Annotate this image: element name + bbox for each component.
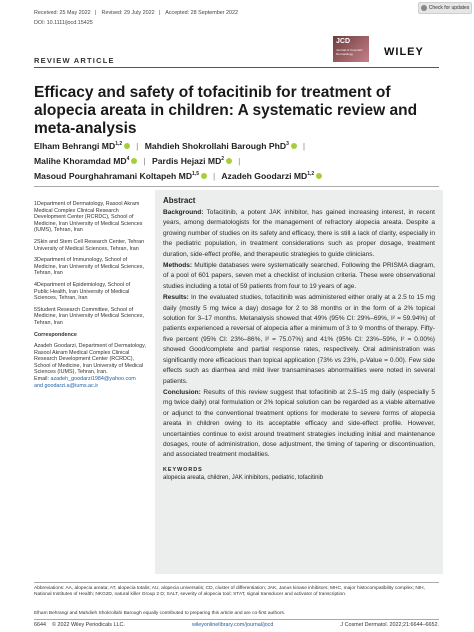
journal-logo: JCD Journal of Cosmetic Dermatology [333, 36, 369, 62]
footnote: Elham Behrangi and Mahdieh Shokrollahi Barough equally contributed to preparing this article and are co-first authors. [34, 611, 286, 616]
abstract-heading: Abstract [163, 196, 196, 205]
affiliation: 3Department of Immunology, School of Medicine, Iran University of Medical Sciences, Tehran, Iran [34, 257, 144, 277]
correspondence-heading: Correspondence [34, 331, 77, 338]
author: Elham Behrangi MD [34, 140, 116, 151]
abbreviations: Abbreviations: AA, alopecia areata; AT, alopecia totalis; AU, alopecia universalis; CD, cluster of differentiation; JAK, Janus kinase inhibitors; MHC, major histocompatibility complex; NIH, National Institutes of Health; NKG2D, natural killer Group 2 D; SALT, severity of alopecia tool; STAT, signal transducer and activator of transcription. [34, 586, 425, 598]
citation: J Cosmet Dermatol. 2022;21:6644–6652. [340, 622, 439, 628]
affiliations [34, 201, 146, 389]
orcid-icon[interactable] [131, 158, 137, 164]
publisher-logo: WILEY [384, 46, 424, 58]
doi: DOI: 10.1111/jocd.15425 [34, 20, 93, 26]
article-title: Efficacy and safety of tofacitinib for treatment of alopecia areata in children: A systematic review and meta-analysis [34, 84, 418, 137]
abstract-methods: Methods: Multiple databases were systematically searched. Following the PRISMA diagram, of a pool of 601 papers, seven met a checklist of inclusion criteria. These were observational studies including a total of 59 patients from four to 19 years of age. [163, 262, 435, 290]
abstract-conclusion: Conclusion: Results of this review suggest that tofacitinib at 2.5–15 mg daily (especially 5 mg twice daily) oral formulation or 2% topical solution can be regarded as a viable alternative or adjunct to the conventional treatment options for moderate to severe forms of alopecia areata in children owing to its acceptable efficacy and side-effect profile. However, uncertainties continue to exist around treatment strategies including initial and maintenance dosages, route of administration, dose adjustment, the timing of tapering or discontinuation, and associated treatment modalities. [163, 388, 435, 459]
authors-divider [34, 186, 439, 187]
author: Mahdieh Shokrollahi Barough PhD [144, 140, 287, 151]
received-date: Received: 25 May 2022 [34, 10, 91, 16]
author: Masoud Pourghahramani Koltapeh MD [34, 170, 193, 181]
orcid-icon[interactable] [291, 143, 297, 149]
page-number: 6644 [34, 622, 46, 628]
footer-divider [34, 619, 439, 620]
abstract-box [155, 190, 443, 574]
article-type: REVIEW ARTICLE [34, 56, 115, 65]
article-dates: Received: 25 May 2022 | Revised: 29 July 2022 | Accepted: 28 September 2022 [34, 10, 239, 16]
affiliation: 5Student Research Committee, School of Medicine, Iran University of Medical Sciences, Tehran, Iran [34, 306, 144, 326]
header-divider [34, 67, 439, 68]
email-label: Email: [34, 376, 49, 383]
keywords: alopecia areata, children, JAK inhibitors, pediatric, tofacitinib [163, 474, 324, 481]
check-updates-button[interactable] [418, 2, 472, 14]
author-list: Elham Behrangi MD$^{1,2}$ | Mahdieh Shokrollahi Barough PhD$^3$ | Malihe Khoramdad $MD^4$ | Pardis Hejazi $MD^2$ | Masoud Pourghahramani Koltapeh MD$^{1,5}$ | Azadeh Goodarzi MD$^{1,2}$ [34, 138, 434, 183]
accepted-date: Accepted: 28 September 2022 [165, 10, 239, 16]
orcid-icon[interactable] [201, 173, 207, 179]
affiliation: 1Department of Dermatology, Rasool Akram Medical Complex Clinical Research Development Center (RCRDC), School of Medicine, Iran University of Medical Sciences (IUMS), Tehran, Iran [34, 201, 143, 234]
abbrev-divider [34, 582, 439, 583]
check-updates-label: Check for updates [428, 5, 470, 11]
correspondence-text: Azadeh Goodarzi, Department of Dermatology, Rasool Akram Medical Complex Clinical Research Development Center (RCRDC), School of Medicine, Iran University of Medical Sciences (IUMS), Tehran, Iran. [34, 343, 146, 376]
email-link[interactable]: azadeh_goodarzi1984@yahoo.com and goodarzi.a@iums.ac.ir [34, 376, 136, 389]
revised-date: Revised: 29 July 2022 [101, 10, 155, 16]
page-footer [34, 622, 439, 628]
crossmark-icon [421, 5, 427, 11]
author: Pardis Hejazi MD [152, 155, 222, 166]
orcid-icon[interactable] [226, 158, 232, 164]
journal-url[interactable]: wileyonlinelibrary.com/journal/jocd [191, 622, 274, 628]
orcid-icon[interactable] [124, 143, 130, 149]
abstract-results: Results: In the evaluated studies, tofacitinib was administered either orally at a 2.5 to 15 mg daily (mostly 5 mg twice a day) dosage for 2 to 38 months or in the form of a 2% topical solution for 3–17 months. Metanalysis showed that 49% (95% CI: 29%–69%, I² = 59.94%) of patients experienced a reversal of alopecia after a minimum of 3 to 9 months of therapy. Fifty-five percent (95% CI: 23%–86%, I² = 75.07%) and 41% (95% CI: 23%–59%, I² = 0.00%) showed Good/complete and partial response rates, respectively. Oral administration was significantly more efficacious than topical application (73% vs 23%, p-Value = 0.00). Few side effects such as diarrhea and mild liver transaminases abnormalities were noted in several patients. [163, 294, 435, 385]
keywords-heading: KEYWORDS [163, 466, 203, 473]
affiliation: 2Skin and Stem Cell Research Center, Tehran University of Medical Sciences, Tehran, Iran [34, 238, 145, 252]
copyright: © 2022 Wiley Periodicals LLC. [52, 622, 125, 628]
orcid-icon[interactable] [316, 173, 322, 179]
author: Azadeh Goodarzi MD [221, 170, 308, 181]
author: Malihe Khoramdad MD [34, 155, 127, 166]
affiliation: 4Department of Epidemiology, School of Public Health, Iran University of Medical Sciences, Tehran, Iran [34, 281, 131, 302]
abstract-background: Background: Tofacitinib, a potent JAK inhibitor, has gained increasing interest, in recent years, among dermatologists for the management of refractory alopecia areata. Despite a growing number of studies on its safety and efficacy, there is still a lack of clarity, especially in the pediatric population, in treatment considerations such as proper dosage, treatment duration, side-effect profile, and therapeutic strategies to guide clinicians. [163, 209, 435, 258]
